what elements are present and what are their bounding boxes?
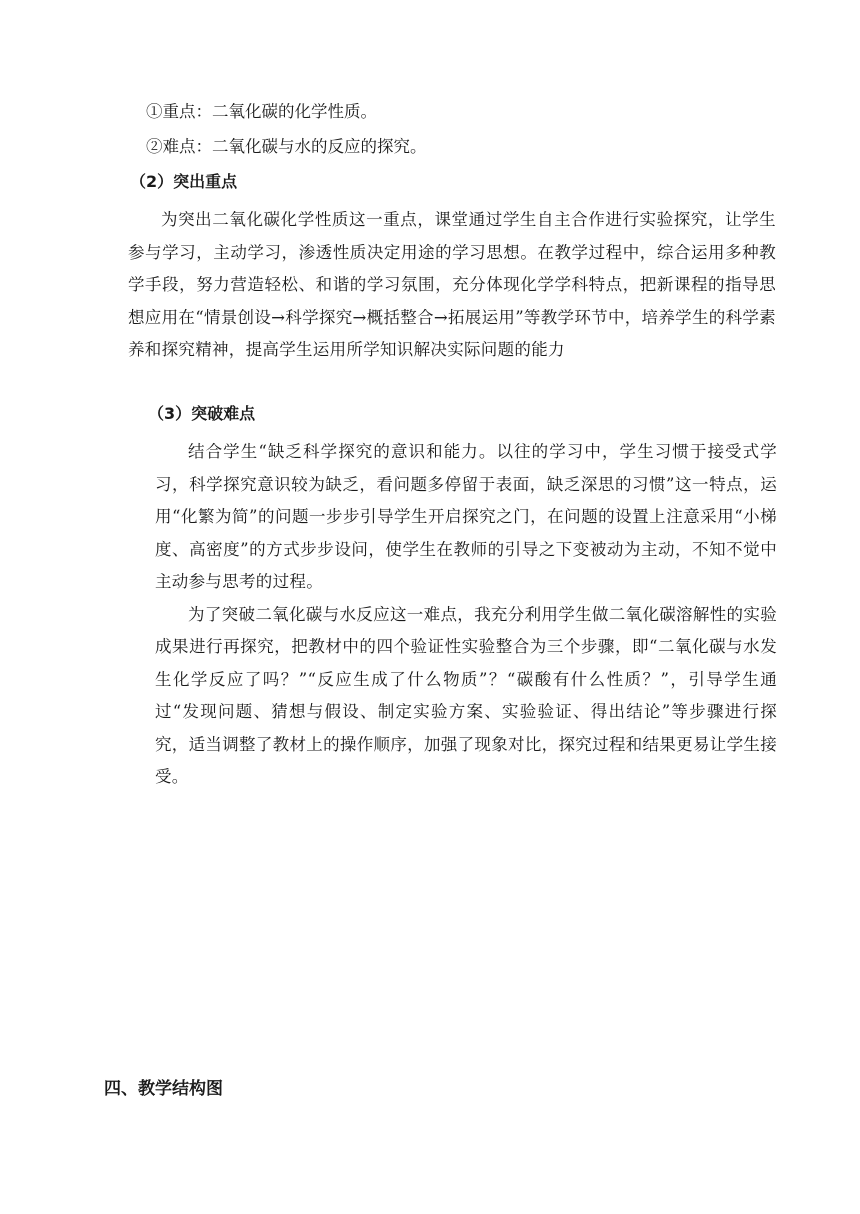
section-2-paragraph: 为突出二氧化碳化学性质这一重点，课堂通过学生自主合作进行实验探究，让学生参与学习，主动学习，渗透性质决定用途的学习思想。在教学过程中，综合运用多种教学手段，努力营造轻松、和谐的学习氛围，充分体现化学学科特点，把新课程的指导思想应用在“情景创设→科学探究→概括整合→拓展运用”等教学环节中，培养学生的科学素养和探究精神，提高学生运用所学知识解决实际问题的能力 (128, 210, 776, 359)
section-3-paragraph-1: 结合学生“缺乏科学探究的意识和能力。以往的学习中，学生习惯于接受式学习，科学探究意识较为缺乏，看问题多停留于表面，缺乏深思的习惯”这一特点，运用“化繁为简”的问题一步步引导学生开启探究之门，在问题的设置上注意采用“小梯度、高密度”的方式步步设问，使学生在教师的引导之下变被动为主动，不知不觉中主动参与思考的过程。 (155, 442, 777, 591)
key-point-focus: ①重点：二氧化碳的化学性质。 (146, 102, 377, 121)
section-4-heading: 四、教学结构图 (104, 1079, 223, 1099)
section-2-heading: （2）突出重点 (130, 172, 238, 191)
section-3-heading: （3）突破难点 (148, 404, 256, 423)
key-point-difficulty: ②难点：二氧化碳与水的反应的探究。 (146, 137, 427, 156)
section-2-body (128, 204, 776, 367)
section-3-paragraph-2: 为了突破二氧化碳与水反应这一难点，我充分利用学生做二氧化碳溶解性的实验成果进行再探究，把教材中的四个验证性实验整合为三个步骤，即“二氧化碳与水发生化学反应了吗？”“反应生成了什么物质”？“碳酸有什么性质？”，引导学生通过“发现问题、猜想与假设、制定实验方案、实验验证、得出结论”等步骤进行探究，适当调整了教材上的操作顺序，加强了现象对比，探究过程和结果更易让学生接受。 (155, 604, 777, 786)
section-3-body (155, 436, 777, 794)
